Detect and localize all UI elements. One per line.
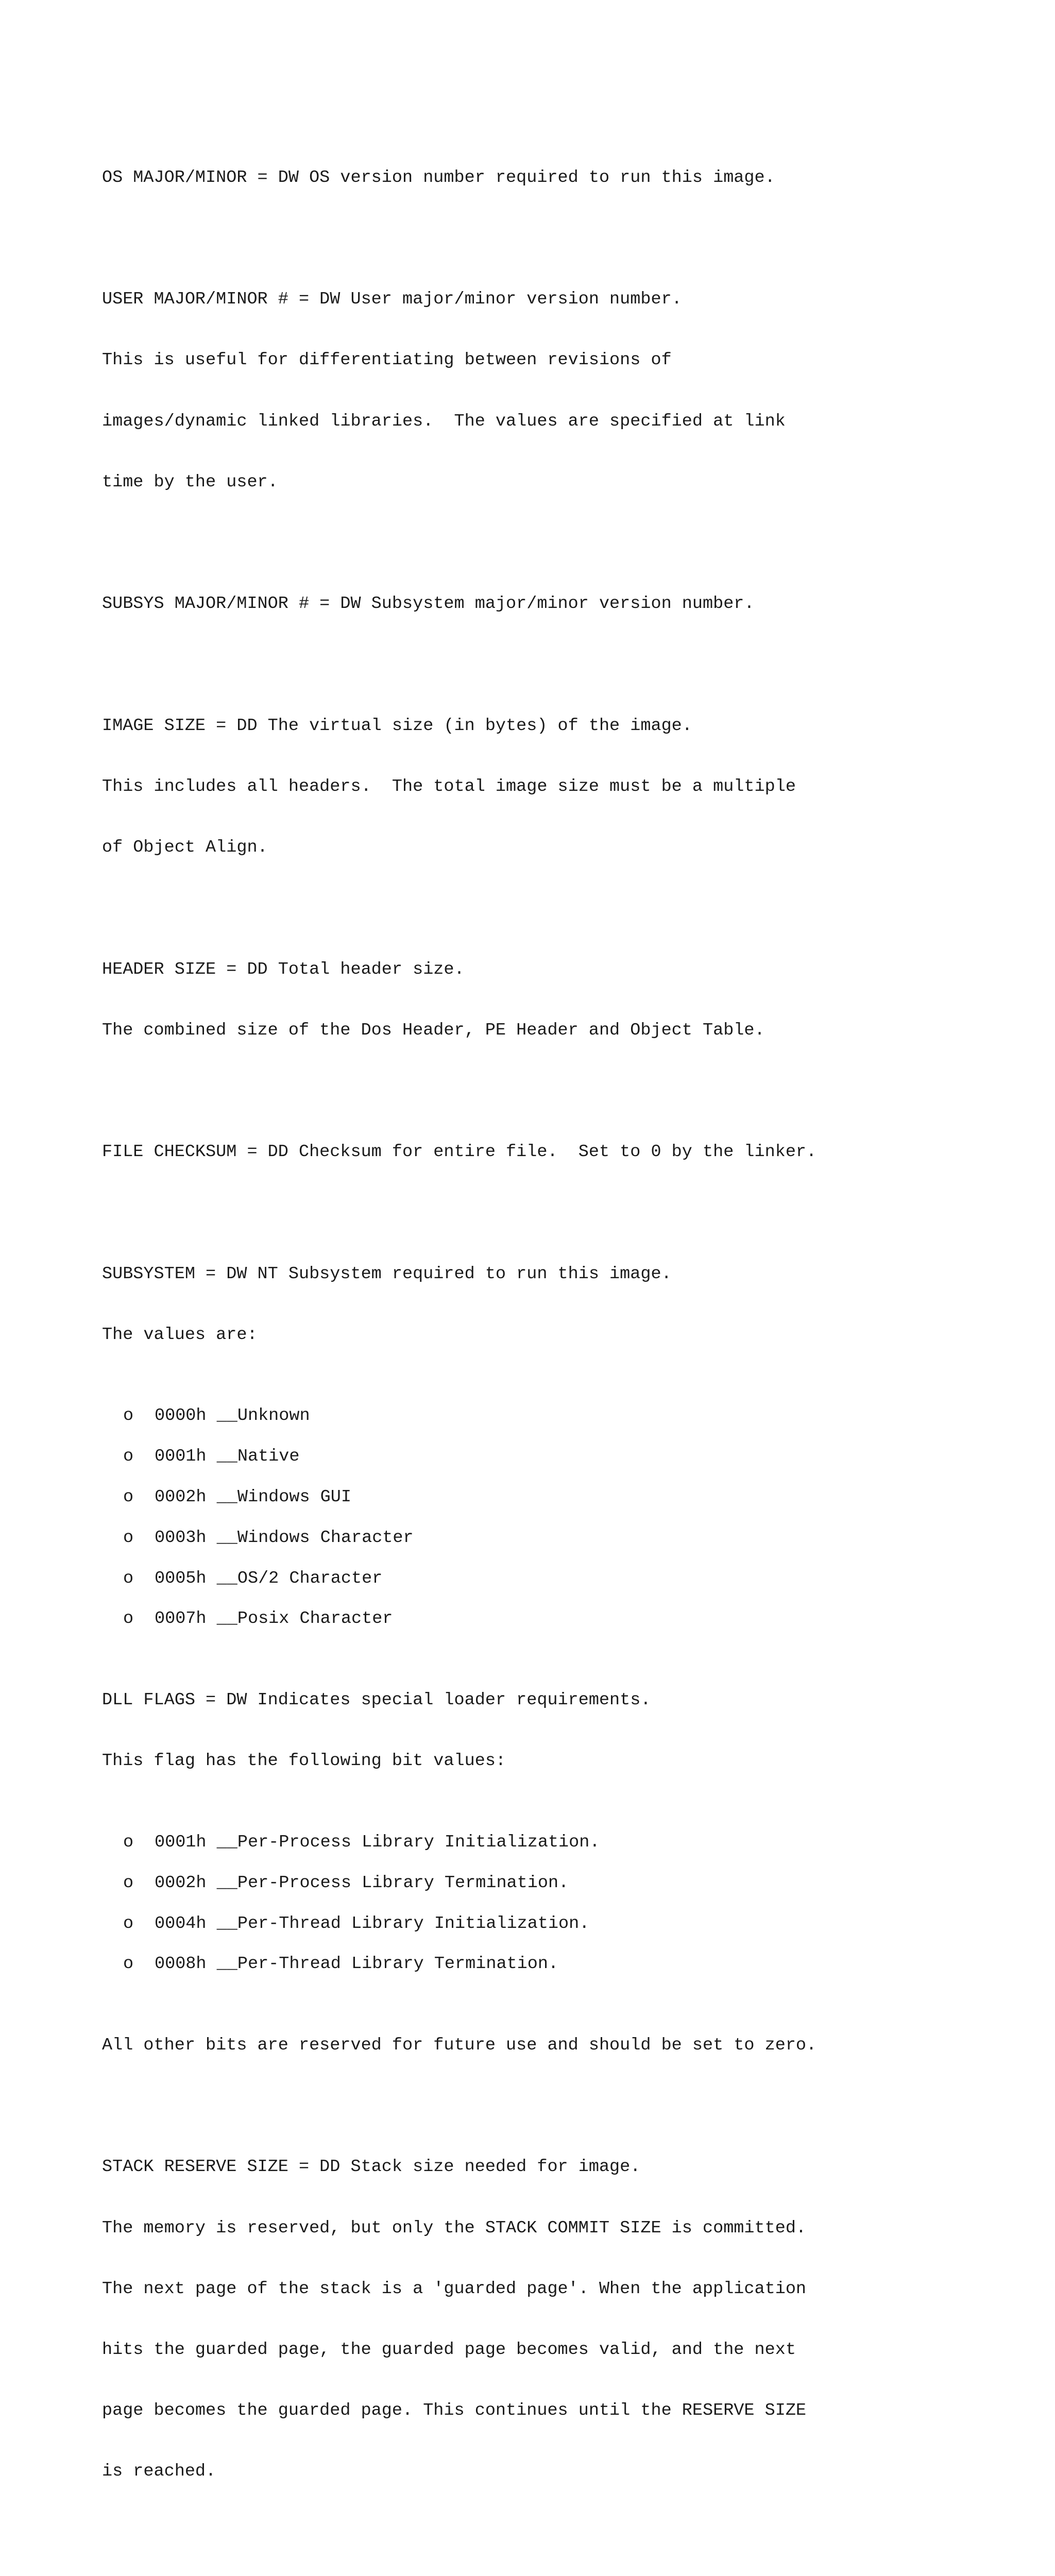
- bullet-icon: o: [123, 1873, 134, 1893]
- bullet-icon: o: [123, 1406, 134, 1426]
- separator: __: [216, 1568, 237, 1588]
- text-line: The memory is reserved, but only the STACK COMMIT SIZE is committed.: [102, 2218, 807, 2238]
- bullet-icon: o: [123, 1447, 134, 1467]
- value-code: 0002h: [155, 1873, 207, 1893]
- list-item: [102, 1447, 1029, 1467]
- stack-commit-size-paragraph: [102, 2543, 1029, 2576]
- list-item: [102, 1487, 1029, 1507]
- text-line: of Object Align.: [102, 838, 268, 858]
- text-line: FILE CHECKSUM = DD Checksum for entire file. Set to 0 by the linker.: [102, 1142, 817, 1162]
- value-code: 0005h: [155, 1568, 207, 1588]
- value-code: 0000h: [155, 1406, 207, 1426]
- value-code: 0001h: [155, 1832, 207, 1852]
- bullet-icon: o: [123, 1954, 134, 1974]
- text-line: page becomes the guarded page. This continues until the RESERVE SIZE: [102, 2401, 807, 2421]
- separator: __: [216, 1873, 237, 1893]
- separator: __: [216, 1528, 237, 1548]
- value-code: 0004h: [155, 1913, 207, 1934]
- separator: __: [216, 1406, 237, 1426]
- text-line: This includes all headers. The total image size must be a multiple: [102, 776, 796, 796]
- text-line: STACK RESERVE SIZE = DD Stack size needed for image.: [102, 2157, 641, 2177]
- stack-reserve-size-paragraph: [102, 2117, 1029, 2523]
- bullet-icon: o: [123, 1832, 134, 1852]
- text-line: This flag has the following bit values:: [102, 1751, 506, 1771]
- text-line: The combined size of the Dos Header, PE Header and Object Table.: [102, 1020, 765, 1040]
- list-item: [102, 1406, 1029, 1426]
- value-label: Windows GUI: [237, 1487, 351, 1507]
- value-label: Native: [237, 1447, 300, 1467]
- separator: __: [216, 1609, 237, 1629]
- text-line: HEADER SIZE = DD Total header size.: [102, 959, 465, 979]
- value-code: 0008h: [155, 1954, 207, 1974]
- list-item: [102, 1609, 1029, 1629]
- value-label: Posix Character: [237, 1609, 393, 1629]
- header-size-paragraph: [102, 919, 1029, 1081]
- list-item: [102, 1954, 1029, 1974]
- value-code: 0007h: [155, 1609, 207, 1629]
- value-label: Per-Process Library Termination.: [237, 1873, 569, 1893]
- text-line: images/dynamic linked libraries. The values are specified at link: [102, 411, 786, 431]
- dll-flags-paragraph: [102, 1650, 1029, 1812]
- bullet-icon: o: [123, 1913, 134, 1934]
- value-label: Unknown: [237, 1406, 310, 1426]
- value-code: 0002h: [155, 1487, 207, 1507]
- text-line: SUBSYSTEM = DW NT Subsystem required to run this image.: [102, 1264, 672, 1284]
- separator: __: [216, 1954, 237, 1974]
- text-line: The values are:: [102, 1325, 258, 1345]
- list-item: [102, 1873, 1029, 1893]
- subsys-major-minor-paragraph: [102, 554, 1029, 655]
- text-line: All other bits are reserved for future use and should be set to zero.: [102, 2035, 817, 2055]
- text-line: IMAGE SIZE = DD The virtual size (in bytes) of the image.: [102, 716, 692, 736]
- dll-flag-values-list: [102, 1833, 1029, 1975]
- value-label: Per-Thread Library Initialization.: [237, 1913, 590, 1934]
- text-line: OS MAJOR/MINOR = DW OS version number required to run this image.: [102, 167, 775, 188]
- text-line: SUBSYS MAJOR/MINOR # = DW Subsystem major/minor version number.: [102, 594, 755, 614]
- image-size-paragraph: [102, 675, 1029, 899]
- os-major-minor-paragraph: [102, 127, 1029, 229]
- text-line: This is useful for differentiating between revisions of: [102, 350, 672, 370]
- list-item: [102, 1833, 1029, 1853]
- value-code: 0001h: [155, 1447, 207, 1467]
- reserved-bits-paragraph: [102, 1995, 1029, 2096]
- text-line: USER MAJOR/MINOR # = DW User major/minor version number.: [102, 290, 682, 310]
- subsystem-paragraph: [102, 1224, 1029, 1386]
- list-item: [102, 1569, 1029, 1589]
- value-label: Windows Character: [237, 1528, 414, 1548]
- file-checksum-paragraph: [102, 1101, 1029, 1203]
- text-line: time by the user.: [102, 472, 278, 492]
- subsystem-values-list: [102, 1406, 1029, 1629]
- text-line: The next page of the stack is a 'guarded page'. When the application: [102, 2279, 807, 2299]
- user-major-minor-paragraph: [102, 249, 1029, 533]
- text-line: DLL FLAGS = DW Indicates special loader requirements.: [102, 1690, 651, 1710]
- value-label: Per-Process Library Initialization.: [237, 1832, 600, 1852]
- separator: __: [216, 1832, 237, 1852]
- text-line: hits the guarded page, the guarded page becomes valid, and the next: [102, 2340, 796, 2360]
- separator: __: [216, 1487, 237, 1507]
- value-label: Per-Thread Library Termination.: [237, 1954, 559, 1974]
- separator: __: [216, 1447, 237, 1467]
- text-line: is reached.: [102, 2462, 216, 2482]
- list-item: [102, 1914, 1029, 1934]
- bullet-icon: o: [123, 1487, 134, 1507]
- document-page: [102, 127, 1029, 2576]
- bullet-icon: o: [123, 1528, 134, 1548]
- separator: __: [216, 1913, 237, 1934]
- bullet-icon: o: [123, 1609, 134, 1629]
- value-code: 0003h: [155, 1528, 207, 1548]
- value-label: OS/2 Character: [237, 1568, 383, 1588]
- list-item: [102, 1528, 1029, 1548]
- bullet-icon: o: [123, 1568, 134, 1588]
